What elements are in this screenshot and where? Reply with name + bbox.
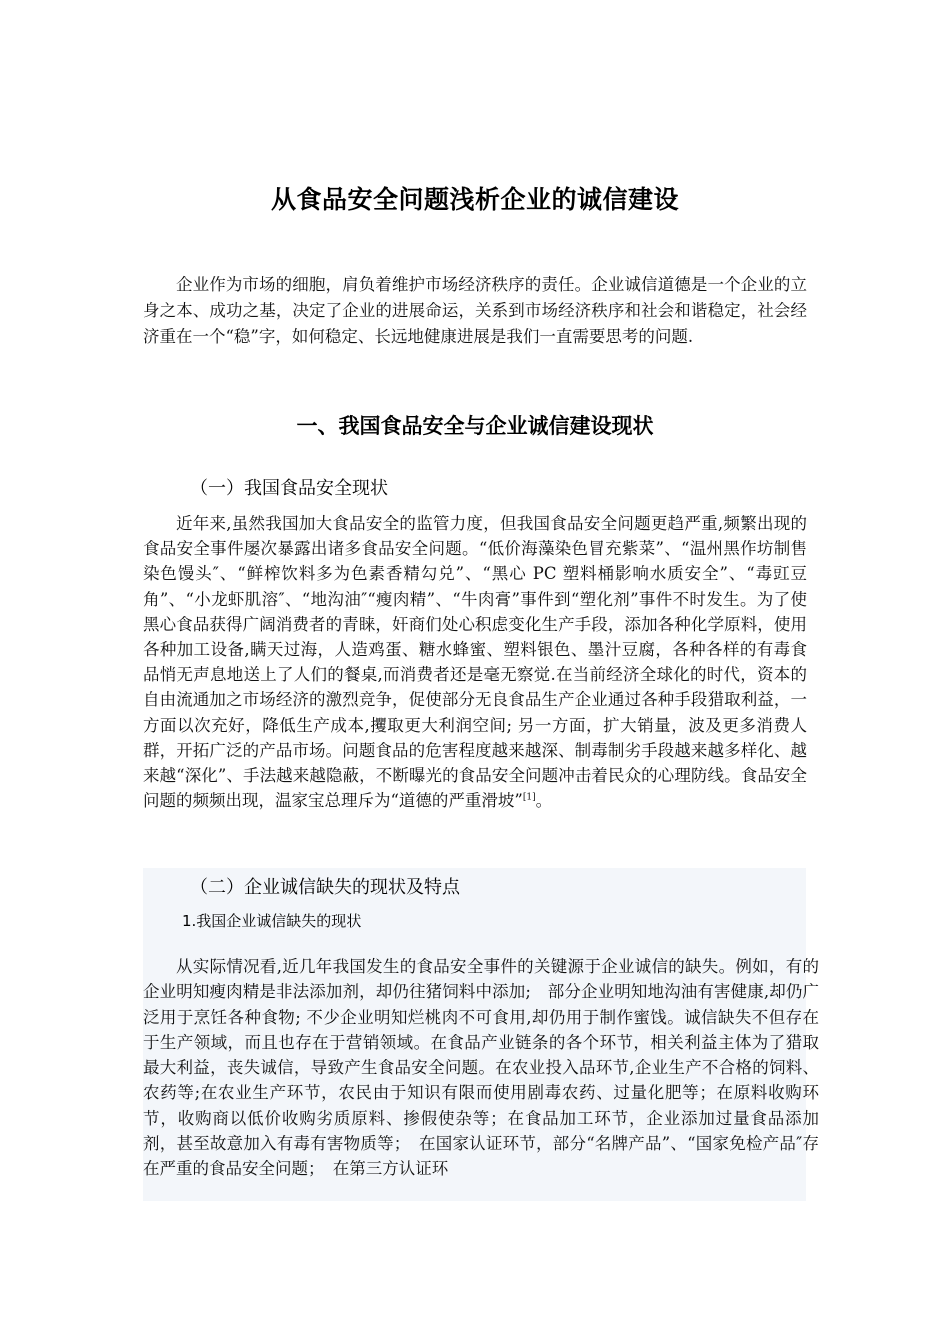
subsection-heading-food-safety: （一）我国食品安全现状: [190, 478, 388, 499]
food-safety-text: 近年来,虽然我国加大食品安全的监管力度，但我国食品安全问题更趋严重,频繁出现的食品安全事件屡次暴露出诸多食品安全问题。“低价海藻染色冒充紫菜”、“温州黑作坊制售染色馒头″、“鲜榨饮料多为色素香精勾兑”、“黑心 PC 塑料桶影响水质安全”、“毒豇豆角”、“小龙虾肌溶″、“地沟油″“瘦肉精”、“牛肉膏”事件到“塑化剂”事件不时发生。为了使黑心食品获得广阔消费者的青睐，奸商们处心积虑变化生产手段，添加各种化学原料，使用各种加工设备,瞒天过海，人造鸡蛋、糖水蜂蜜、塑料银色、墨汁豆腐，各种各样的有毒食品悄无声息地送上了人们的餐桌,而消费者还是毫无察觉.在当前经济全球化的时代，资本的自由流通加之市场经济的激烈竞争，促使部分无良食品生产企业通过各种手段猎取利益，一方面以次充好，降低生产成本,攫取更大利润空间; 另一方面，扩大销量，波及更多消费人群，开拓广泛的产品市场。问题食品的危害程度越来越深、制毒制劣手段越来越多样化、越来越“深化”、手法越来越隐蔽，不断曝光的食品安全问题冲击着民众的心理防线。食品安全问题的频频出现，温家宝总理斥为“道德的严重滑坡”: [143, 514, 807, 811]
document-title: 从食品安全问题浅析企业的诚信建设: [270, 185, 679, 214]
integrity-paragraph: 从实际情况看,近几年我国发生的食品安全事件的关键源于企业诚信的缺失。例如，有的企业明知瘦肉精是非法添加剂，却仍往猪饲料中添加; 部分企业明知地沟油有害健康,却仍广泛用于烹饪各种食物; 不少企业明知烂桃肉不可食用,却仍用于制作蜜饯。诚信缺失不但存在于生产领域，而且也存在于营销领域。在食品产业链条的各个环节，相关利益主体为了猎取最大利益，丧失诚信，导致产生食品安全问题。在农业投入品环节,企业生产不合格的饲料、农药等;在农业生产环节，农民由于知识有限而使用剧毒农药、过量化肥等；在原料收购环节，收购商以低价收购劣质原料、掺假使杂等；在食品加工环节，企业添加过量食品添加剂，甚至故意加入有毒有害物质等； 在国家认证环节，部分“名牌产品”、“国家免检产品″存在严重的食品安全问题； 在第三方认证环: [143, 957, 819, 1179]
food-safety-paragraph: [143, 511, 807, 813]
paragraph-end-mark: 。: [535, 791, 553, 811]
intro-paragraph: 企业作为市场的细胞，肩负着维护市场经济秩序的责任。企业诚信道德是一个企业的立身之本、成功之基，决定了企业的进展命运，关系到市场经济秩序和社会和谐稳定，社会经济重在一个“稳”字，如何稳定、长远地健康进展是我们一直需要思考的问题.: [143, 275, 807, 346]
subsection-heading-integrity: （二）企业诚信缺失的现状及特点: [190, 877, 460, 898]
section-heading-1: 一、我国食品安全与企业诚信建设现状: [296, 414, 654, 438]
citation-ref-1[interactable]: [1]: [522, 792, 536, 803]
sub-subsection-heading-status: 1.我国企业诚信缺失的现状: [182, 912, 362, 930]
